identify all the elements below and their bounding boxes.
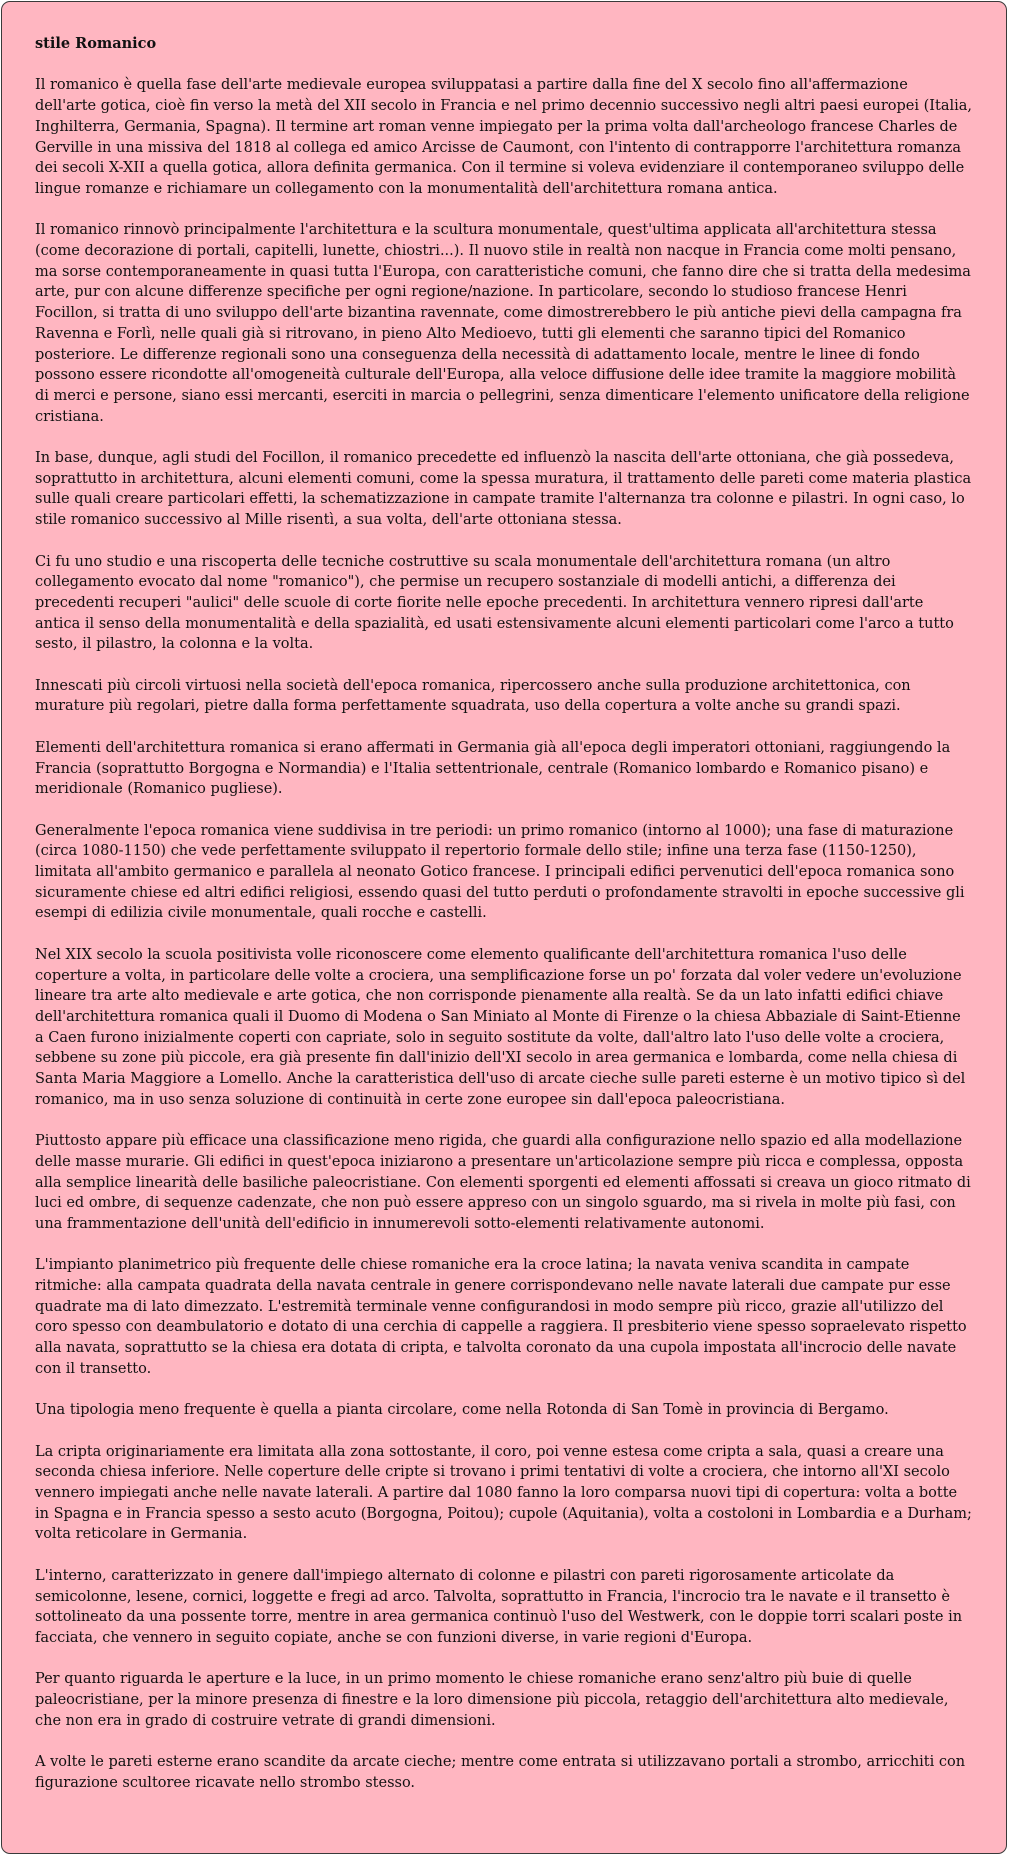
paragraph: Elementi dell'architettura romanica si erano affermati in Germania già all'epoca degli imperatori ottoniani, raggiungendo la Francia (soprattutto Borgogna e Normandia) e l'Italia settentrionale, centrale (Romanico lombardo e Romanico pisano) e meridionale (Romanico pugliese). bbox=[35, 739, 951, 798]
text-box bbox=[1, 1, 1007, 1854]
paragraph: Innescati più circoli virtuosi nella società dell'epoca romanica, ripercossero anche sulla produzione architettonica, con murature più regolari, pietre dalla forma perfettamente squadrata, uso della copertura a volte anche su grandi spazi. bbox=[35, 677, 911, 715]
paragraph: A volte le pareti esterne erano scandite da arcate cieche; mentre come entrata si utilizzavano portali a strombo, arricchiti con figurazione scultoree ricavate nello strombo stesso. bbox=[35, 1754, 966, 1791]
paragraph-list bbox=[35, 75, 973, 1793]
paragraph: Una tipologia meno frequente è quella a pianta circolare, come nella Rotonda di San Tomè in provincia di Bergamo. bbox=[35, 1402, 889, 1419]
paragraph: Generalmente l'epoca romanica viene suddivisa in tre periodi: un primo romanico (intorno al 1000); una fase di maturazione (circa 1080-1150) che vede perfettamente sviluppato il repertorio formale dello stile; infine una terza fase (1150-1250), limitata all'ambito germanico e parallela al neonato Gotico francese. I principali edifici pervenutici dell'epoca romanica sono sicuramente chiese ed altri edifici religiosi, essendo quasi del tutto perduti o profondamente stravolti in epoche successive gli esempi di edilizia civile monumentale, quali rocche e castelli. bbox=[35, 822, 965, 922]
paragraph: Il romanico rinnovò principalmente l'architettura e la scultura monumentale, quest'ultima applicata all'architettura stessa (come decorazione di portali, capitelli, lunette, chiostri...). Il nuovo stile in realtà non nacque in Francia come molti pensano, ma sorse contemporaneamente in quasi tutta l'Europa, con caratteristiche comuni, che fanno dire che si tratta della medesima arte, pur con alcune differenze specifiche per ogni regione/nazione. In particolare, secondo lo studioso francese Henri Focillon, si tratta di uno sviluppo dell'arte bizantina ravennate, come dimostrerebbero le più antiche pievi della campagna fra Ravenna e Forlì, nelle quali già si ritrovano, in pieno Alto Medioevo, tutti gli elementi che saranno tipici del Romanico posteriore. Le differenze regionali sono una conseguenza della necessità di adattamento locale, mentre le linee di fondo possono essere ricondotte all'omogeneità culturale dell'Europa, alla veloce diffusione delle idee tramite la maggiore mobilità di merci e persone, siano essi mercanti, eserciti in marcia o pellegrini, senza dimenticare l'elemento unificatore della religione cristiana. bbox=[35, 222, 971, 425]
paragraph: Piuttosto appare più efficace una classificazione meno rigida, che guardi alla configurazione nello spazio ed alla modellazione delle masse murarie. Gli edifici in quest'epoca iniziarono a presentare un'articolazione sempre più ricca e complessa, opposta alla semplice linearità delle basiliche paleocristiane. Con elementi sporgenti ed elementi affossati si creava un gioco ritmato di luci ed ombre, di sequenze cadenzate, che non può essere appreso con un singolo sguardo, ma si rivela in molte più fasi, con una frammentazione dell'unità dell'edificio in innumerevoli sotto-elementi relativamente autonomi. bbox=[35, 1133, 971, 1232]
paragraph: La cripta originariamente era limitata alla zona sottostante, il coro, poi venne estesa come cripta a sala, quasi a creare una seconda chiesa inferiore. Nelle coperture delle cripte si trovano i primi tentativi di volte a crociera, che intorno all'XI secolo vennero impiegati anche nelle navate laterali. A partire dal 1080 fanno la loro comparsa nuovi tipi di copertura: volta a botte in Spagna e in Francia spesso a sesto acuto (Borgogna, Poitou); cupole (Aquitania), volta a costoloni in Lombardia e a Durham; volta reticolare in Germania. bbox=[35, 1443, 972, 1543]
paragraph: L'impianto planimetrico più frequente delle chiese romaniche era la croce latina; la navata veniva scandita in campate ritmiche: alla campata quadrata della navata centrale in genere corrispondevano nelle navate laterali due campate pur esse quadrate ma di lato dimezzato. L'estremità terminale venne configurandosi in modo sempre più ricco, grazie all'utilizzo del coro spesso con deambulatorio e dotato di una cerchia di cappelle a raggiera. Il presbiterio viene spesso sopraelevato rispetto alla navata, soprattutto se la chiesa era dotata di cripta, e talvolta coronato da una cupola impostata all'incrocio delle navate con il transetto. bbox=[35, 1257, 967, 1377]
paragraph: Ci fu uno studio e una riscoperta delle tecniche costruttive su scala monumentale dell'architettura romana (un altro collegamento evocato dal nome "romanico"), che permise un recupero sostanziale di modelli antichi, a differenza dei precedenti recuperi "aulici" delle scuole di corte fiorite nelle epoche precedenti. In architettura vennero ripresi dall'arte antica il senso della monumentalità e della spazialità, ed usati estensivamente alcuni elementi particolari come l'arco a tutto sesto, il pilastro, la colonna e la volta. bbox=[35, 553, 954, 653]
paragraph: Il romanico è quella fase dell'arte medievale europea sviluppatasi a partire dalla fine del X secolo fino all'affermazione dell'arte gotica, cioè fin verso la metà del XII secolo in Francia e nel primo decennio successivo negli altri paesi europei (Italia, Inghilterra, Germania, Spagna). Il termine art roman venne impiegato per la prima volta dall'archeologo francese Charles de Gerville in una missiva del 1818 al collega ed amico Arcisse de Caumont, con l'intento di contrapporre l'architettura romanza dei secoli X-XII a quella gotica, allora definita germanica. Con il termine si voleva evidenziare il contemporaneo sviluppo delle lingue romanze e richiamare un collegamento con la monumentalità dell'architettura romana antica. bbox=[35, 77, 972, 197]
paragraph: L'interno, caratterizzato in genere dall'impiego alternato di colonne e pilastri con pareti rigorosamente articolate da semicolonne, lesene, cornici, loggette e fregi ad arco. Talvolta, soprattutto in Francia, l'incrocio tra le navate e il transetto è sottolineato da una possente torre, mentre in area germanica continuò l'uso del Westwerk, con le doppie torri scalari poste in facciata, che vennero in seguito copiate, anche se con funzioni diverse, in varie regioni d'Europa. bbox=[35, 1567, 963, 1646]
paragraph: Per quanto riguarda le aperture e la luce, in un primo momento le chiese romaniche erano senz'altro più buie di quelle paleocristiane, per la minore presenza di finestre e la loro dimensione più piccola, retaggio dell'architettura alto medievale, che non era in grado di costruire vetrate di grandi dimensioni. bbox=[35, 1671, 949, 1729]
document-title: stile Romanico bbox=[35, 35, 157, 52]
paragraph: In base, dunque, agli studi del Focillon, il romanico precedette ed influenzò la nascita dell'arte ottoniana, che già possedeva, soprattutto in architettura, alcuni elementi comuni, come la spessa muratura, il trattamento delle pareti come materia plastica sulle quali creare particolari effetti, la schematizzazione in campate tramite l'alternanza tra colonne e pilastri. In ogni caso, lo stile romanico successivo al Mille risentì, a sua volta, dell'arte ottoniana stessa. bbox=[35, 450, 972, 529]
paragraph: Nel XIX secolo la scuola positivista volle riconoscere come elemento qualificante dell'architettura romanica l'uso delle coperture a volta, in particolare delle volte a crociera, una semplificazione forse un po' forzata dal voler vedere un'evoluzione lineare tra arte alto medievale e arte gotica, che non corrisponde pienamente alla realtà. Se da un lato infatti edifici chiave dell'architettura romanica quali il Duomo di Modena o San Miniato al Monte di Firenze o la chiesa Abbaziale di Saint-Etienne a Caen furono inizialmente coperti con capriate, solo in seguito sostitute da volte, dall'altro lato l'uso delle volte a crociera, sebbene su zone più piccole, era già presente fin dall'inizio dell'XI secolo in area germanica e lombarda, come nella chiesa di Santa Maria Maggiore a Lomello. Anche la caratteristica dell'uso di arcate cieche sulle pareti esterne è un motivo tipico sì del romanico, ma in uso senza soluzione di continuità in certe zone europee sin dall'epoca paleocristiana. bbox=[35, 946, 966, 1108]
